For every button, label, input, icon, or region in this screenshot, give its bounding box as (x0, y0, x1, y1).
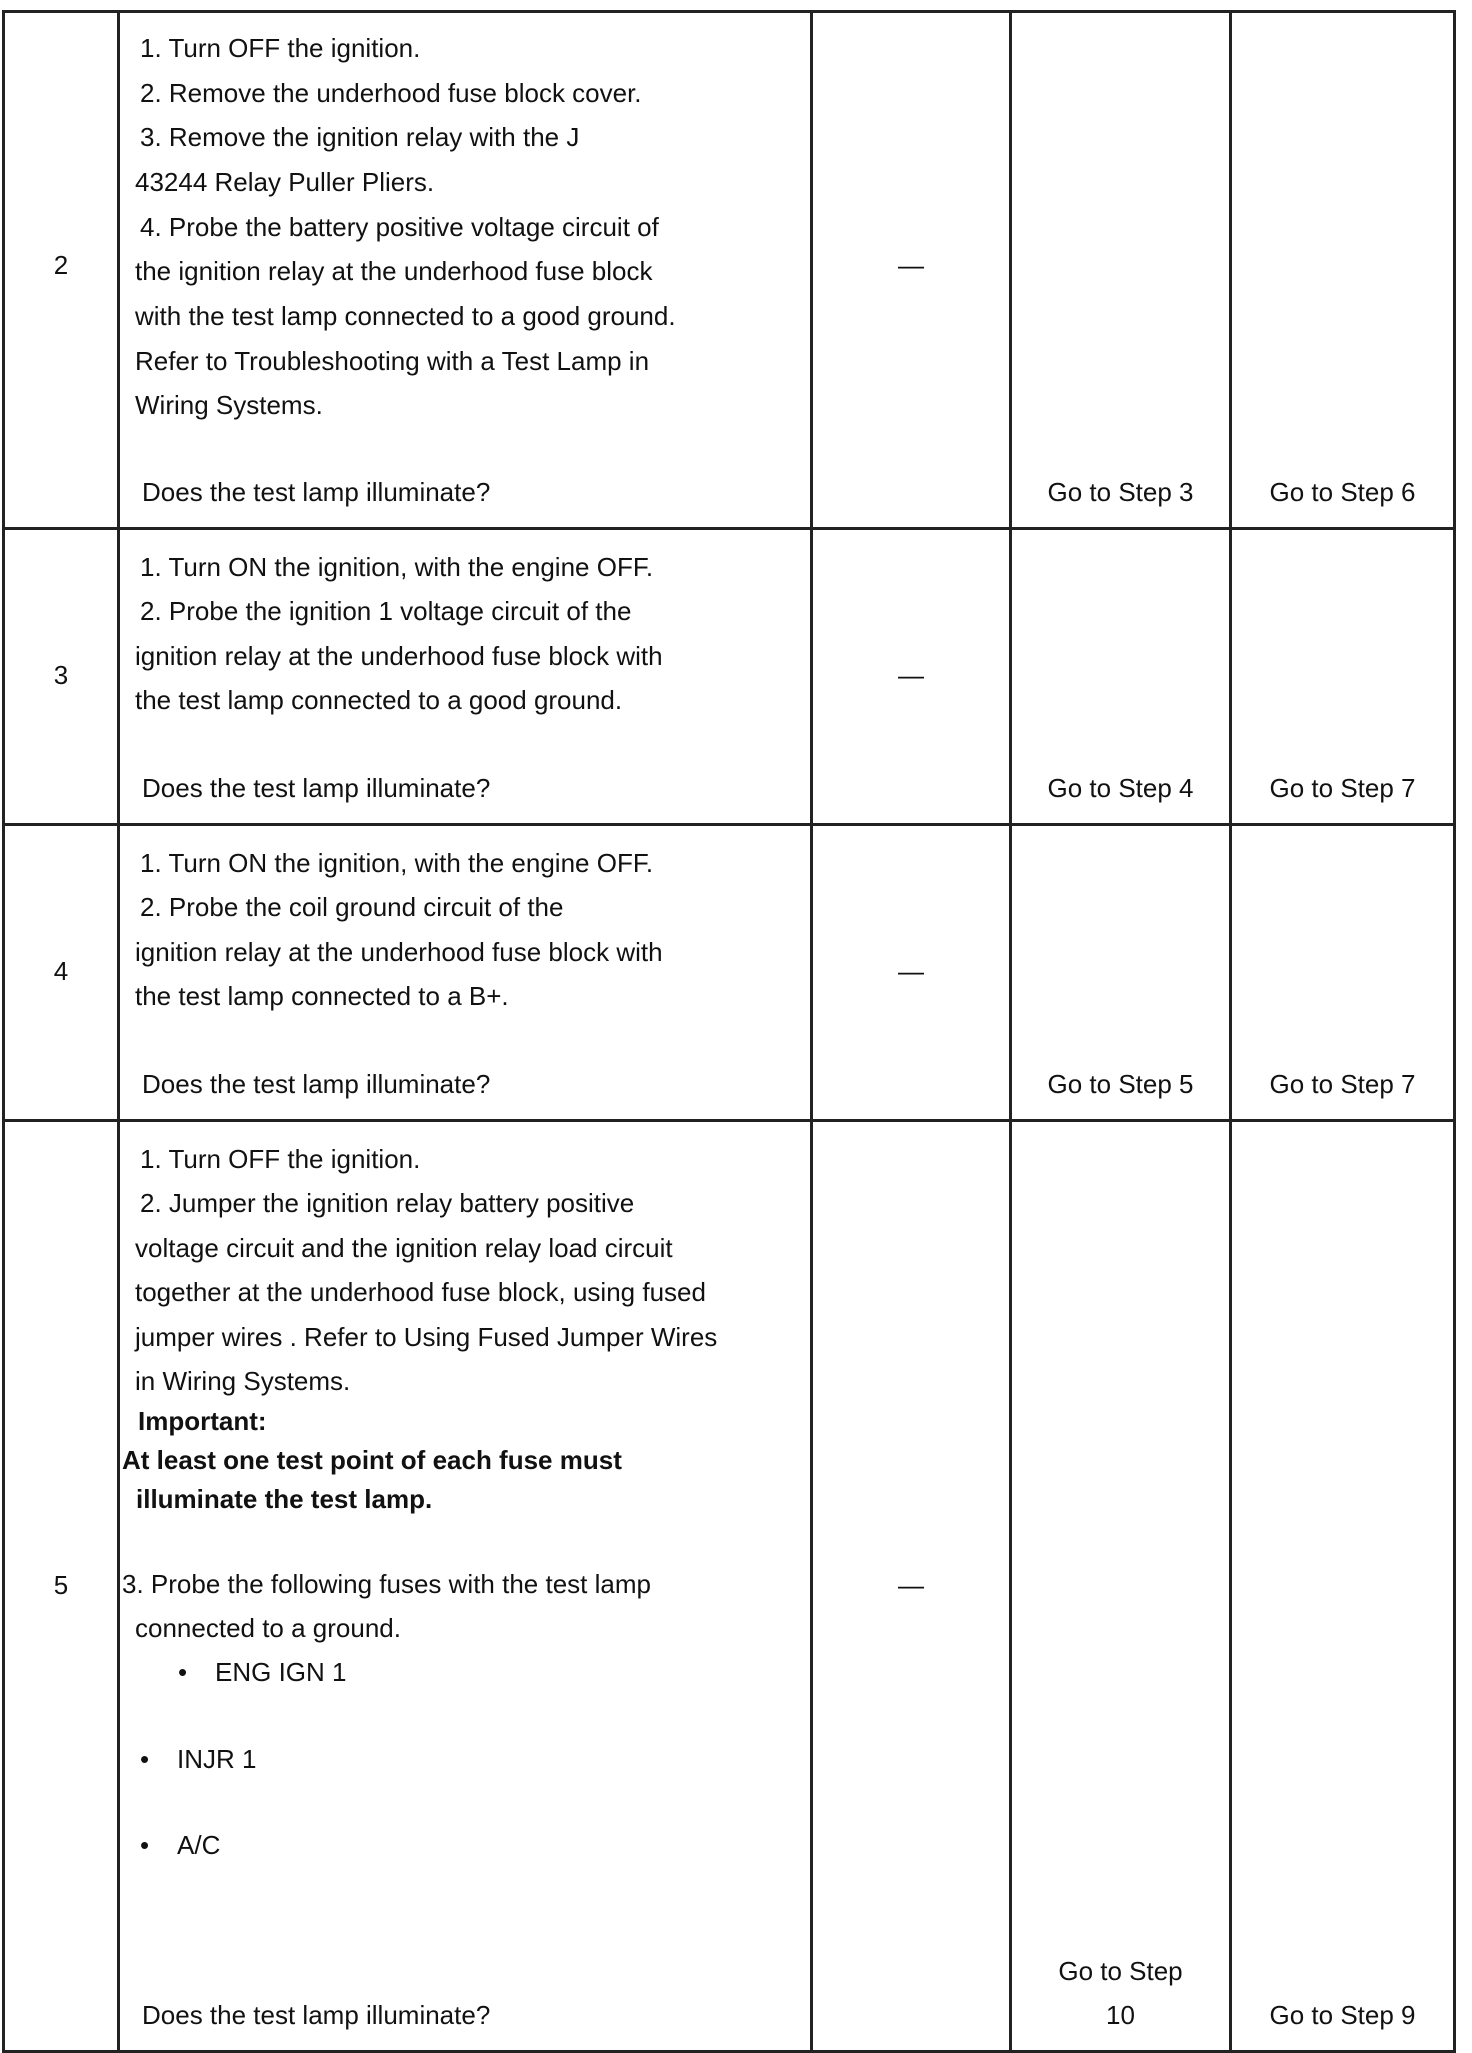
bullet-icon: • (178, 1657, 188, 1687)
action-line: the test lamp connected to a B+. (135, 981, 509, 1011)
step-number-cell (4, 1121, 119, 2052)
value-cell (812, 825, 1011, 1121)
yes-cell (1011, 529, 1231, 825)
fuse-item: ENG IGN 1 (215, 1657, 347, 1687)
value-dash: — (898, 1570, 924, 1600)
action-line: together at the underhood fuse block, using fused (135, 1277, 706, 1307)
bullet-icon: • (140, 1744, 150, 1774)
question-text: Does the test lamp illuminate? (142, 477, 491, 507)
action-line: ignition relay at the underhood fuse block with (135, 641, 663, 671)
value-dash: — (898, 660, 924, 690)
fuse-item: INJR 1 (177, 1744, 257, 1774)
no-cell (1231, 12, 1455, 529)
action-cell (119, 12, 812, 529)
no-cell (1231, 529, 1455, 825)
action-line: 1. Turn OFF the ignition. (140, 33, 421, 63)
no-goto: Go to Step 7 (1269, 773, 1416, 803)
question-text: Does the test lamp illuminate? (142, 773, 491, 803)
yes-cell (1011, 12, 1231, 529)
fuse-item: A/C (177, 1830, 221, 1860)
question-text: Does the test lamp illuminate? (142, 1069, 491, 1099)
yes-goto: Go to Step (1058, 1956, 1183, 1986)
no-goto: Go to Step 9 (1269, 2000, 1416, 2030)
step-number: 5 (53, 1570, 69, 1600)
action-line: with the test lamp connected to a good ground. (135, 301, 676, 331)
action-line: voltage circuit and the ignition relay load circuit (135, 1233, 673, 1263)
yes-cell (1011, 1121, 1231, 2052)
action-line: 4. Probe the battery positive voltage circuit of (140, 212, 659, 242)
action-line: 1. Turn OFF the ignition. (140, 1144, 421, 1174)
table-row (4, 12, 1455, 529)
yes-goto: Go to Step 3 (1047, 477, 1194, 507)
action-line: 3. Probe the following fuses with the test lamp (122, 1569, 651, 1599)
action-line: jumper wires . Refer to Using Fused Jumper Wires (135, 1322, 718, 1352)
value-dash: — (898, 250, 924, 280)
action-line: Refer to Troubleshooting with a Test Lamp in (135, 346, 650, 376)
no-cell (1231, 825, 1455, 1121)
value-cell (812, 529, 1011, 825)
no-goto: Go to Step 6 (1269, 477, 1416, 507)
action-line: 2. Jumper the ignition relay battery positive (140, 1188, 635, 1218)
action-cell (119, 529, 812, 825)
value-cell (812, 1121, 1011, 2052)
action-line: in Wiring Systems. (135, 1366, 351, 1396)
action-line: 2. Probe the coil ground circuit of the (140, 892, 564, 922)
step-number: 2 (53, 250, 69, 280)
action-line: the ignition relay at the underhood fuse block (135, 256, 653, 286)
action-line: connected to a ground. (135, 1613, 401, 1643)
important-text: illuminate the test lamp. (136, 1484, 433, 1514)
action-line: 1. Turn ON the ignition, with the engine OFF. (140, 848, 654, 878)
action-line: Wiring Systems. (135, 390, 323, 420)
action-line: 1. Turn ON the ignition, with the engine OFF. (140, 552, 654, 582)
table-row (4, 1121, 1455, 2052)
yes-goto: 10 (1106, 2000, 1135, 2030)
action-line: 3. Remove the ignition relay with the J (140, 122, 580, 152)
no-cell (1231, 1121, 1455, 2052)
value-dash: — (898, 956, 924, 986)
yes-cell (1011, 825, 1231, 1121)
yes-goto: Go to Step 4 (1047, 773, 1194, 803)
bullet-icon: • (140, 1830, 150, 1860)
action-line: 43244 Relay Puller Pliers. (135, 167, 435, 197)
action-line: ignition relay at the underhood fuse block with (135, 937, 663, 967)
yes-goto: Go to Step 5 (1047, 1069, 1194, 1099)
action-cell (119, 1121, 812, 2052)
step-number-cell (4, 12, 119, 529)
important-label: Important: (138, 1406, 267, 1436)
action-cell (119, 825, 812, 1121)
step-number: 4 (53, 956, 69, 986)
step-number-cell (4, 529, 119, 825)
step-number: 3 (53, 660, 69, 690)
question-text: Does the test lamp illuminate? (142, 2000, 491, 2030)
step-number-cell (4, 825, 119, 1121)
important-text: At least one test point of each fuse must (122, 1445, 622, 1475)
action-line: the test lamp connected to a good ground. (135, 685, 623, 715)
table-row (4, 529, 1455, 825)
no-goto: Go to Step 7 (1269, 1069, 1416, 1099)
table-row (4, 825, 1455, 1121)
value-cell (812, 12, 1011, 529)
diagnostic-steps-table (2, 10, 1456, 2053)
action-line: 2. Remove the underhood fuse block cover. (140, 78, 642, 108)
action-line: 2. Probe the ignition 1 voltage circuit of the (140, 596, 632, 626)
